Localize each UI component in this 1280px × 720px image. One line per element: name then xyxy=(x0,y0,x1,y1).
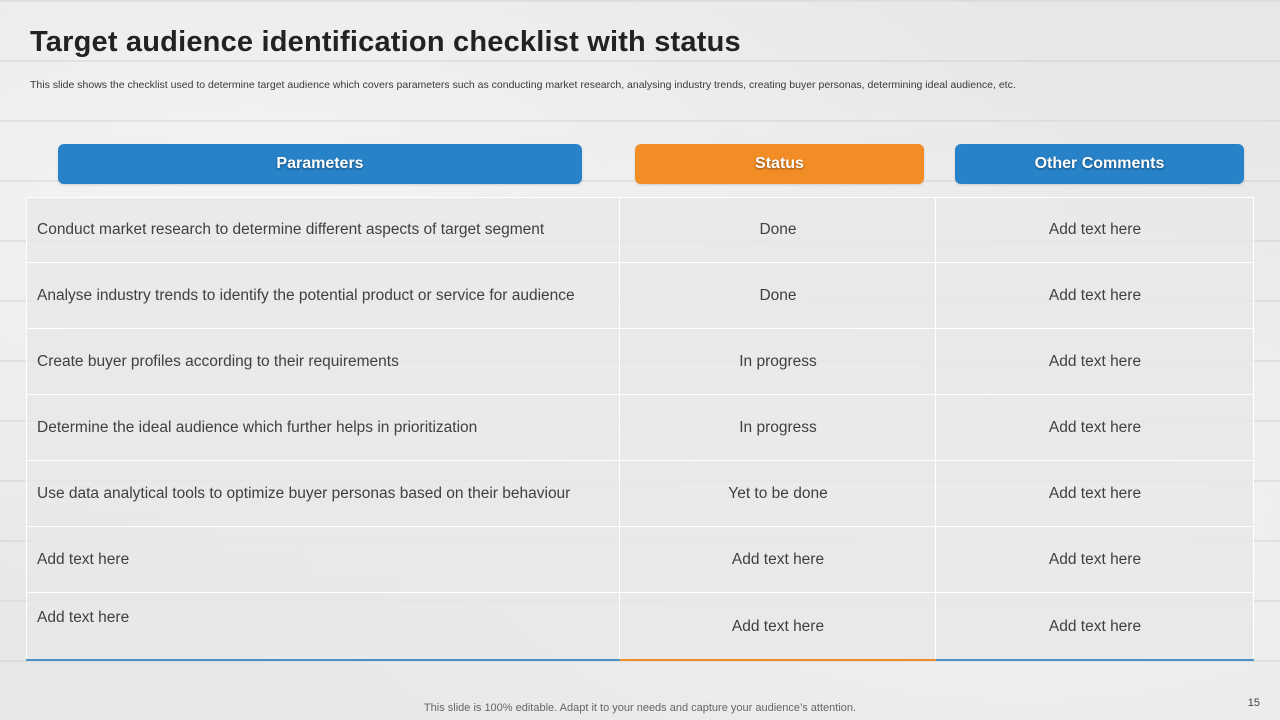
table-row xyxy=(26,395,1254,461)
comment-cell: Add text here xyxy=(1048,221,1142,238)
status-cell: Done xyxy=(759,221,797,238)
column-divider xyxy=(26,197,27,660)
status-cell: Add text here xyxy=(731,550,825,568)
column-divider xyxy=(619,197,620,660)
status-cell: In progress xyxy=(739,418,817,436)
parameter-cell: Determine the ideal audience which further helps in prioritization xyxy=(37,418,478,436)
parameter-cell: Conduct market research to determine different aspects of target segment xyxy=(37,221,545,238)
comment-cell: Add text here xyxy=(1048,618,1142,635)
table-base-line-status xyxy=(620,659,936,661)
parameter-cell: Use data analytical tools to optimize buyer personas based on their behaviour xyxy=(37,484,571,502)
status-cell: Done xyxy=(759,286,797,304)
parameter-cell: Add text here xyxy=(37,550,130,568)
page-number: 15 xyxy=(1247,697,1260,709)
comment-cell: Add text here xyxy=(1048,286,1142,304)
status-cell: Add text here xyxy=(731,618,825,635)
status-cell: In progress xyxy=(739,352,817,370)
parameter-cell: Analyse industry trends to identify the potential product or service for audience xyxy=(37,286,575,304)
table-row xyxy=(26,527,1254,593)
slide-subtitle: This slide shows the checklist used to determine target audience which covers parameters such as conducting market research, analysing industry trends, creating buyer personas, determining ideal audience, etc. xyxy=(30,79,1016,91)
table-base-line-comments xyxy=(936,659,1254,661)
column-divider xyxy=(935,197,936,660)
header-status: Status xyxy=(635,144,924,184)
parameter-cell: Add text here xyxy=(37,609,130,626)
header-parameters: Parameters xyxy=(58,144,582,184)
table-row xyxy=(26,461,1254,527)
table-base-line-parameters xyxy=(26,659,620,661)
table-row xyxy=(26,593,1254,659)
table-row xyxy=(26,329,1254,395)
column-divider xyxy=(1253,197,1254,660)
parameter-cell: Create buyer profiles according to their requirements xyxy=(37,352,399,370)
table-row xyxy=(26,263,1254,329)
table-row xyxy=(26,197,1254,263)
comment-cell: Add text here xyxy=(1048,418,1142,436)
status-cell: Yet to be done xyxy=(728,484,828,502)
checklist-table xyxy=(26,197,1254,660)
comment-cell: Add text here xyxy=(1048,484,1142,502)
header-other-comments: Other Comments xyxy=(955,144,1244,184)
comment-cell: Add text here xyxy=(1048,352,1142,370)
slide-title: Target audience identification checklist with status xyxy=(30,26,741,58)
comment-cell: Add text here xyxy=(1048,550,1142,568)
slide-footer: This slide is 100% editable. Adapt it to your needs and capture your audience’s attention. xyxy=(423,702,857,714)
